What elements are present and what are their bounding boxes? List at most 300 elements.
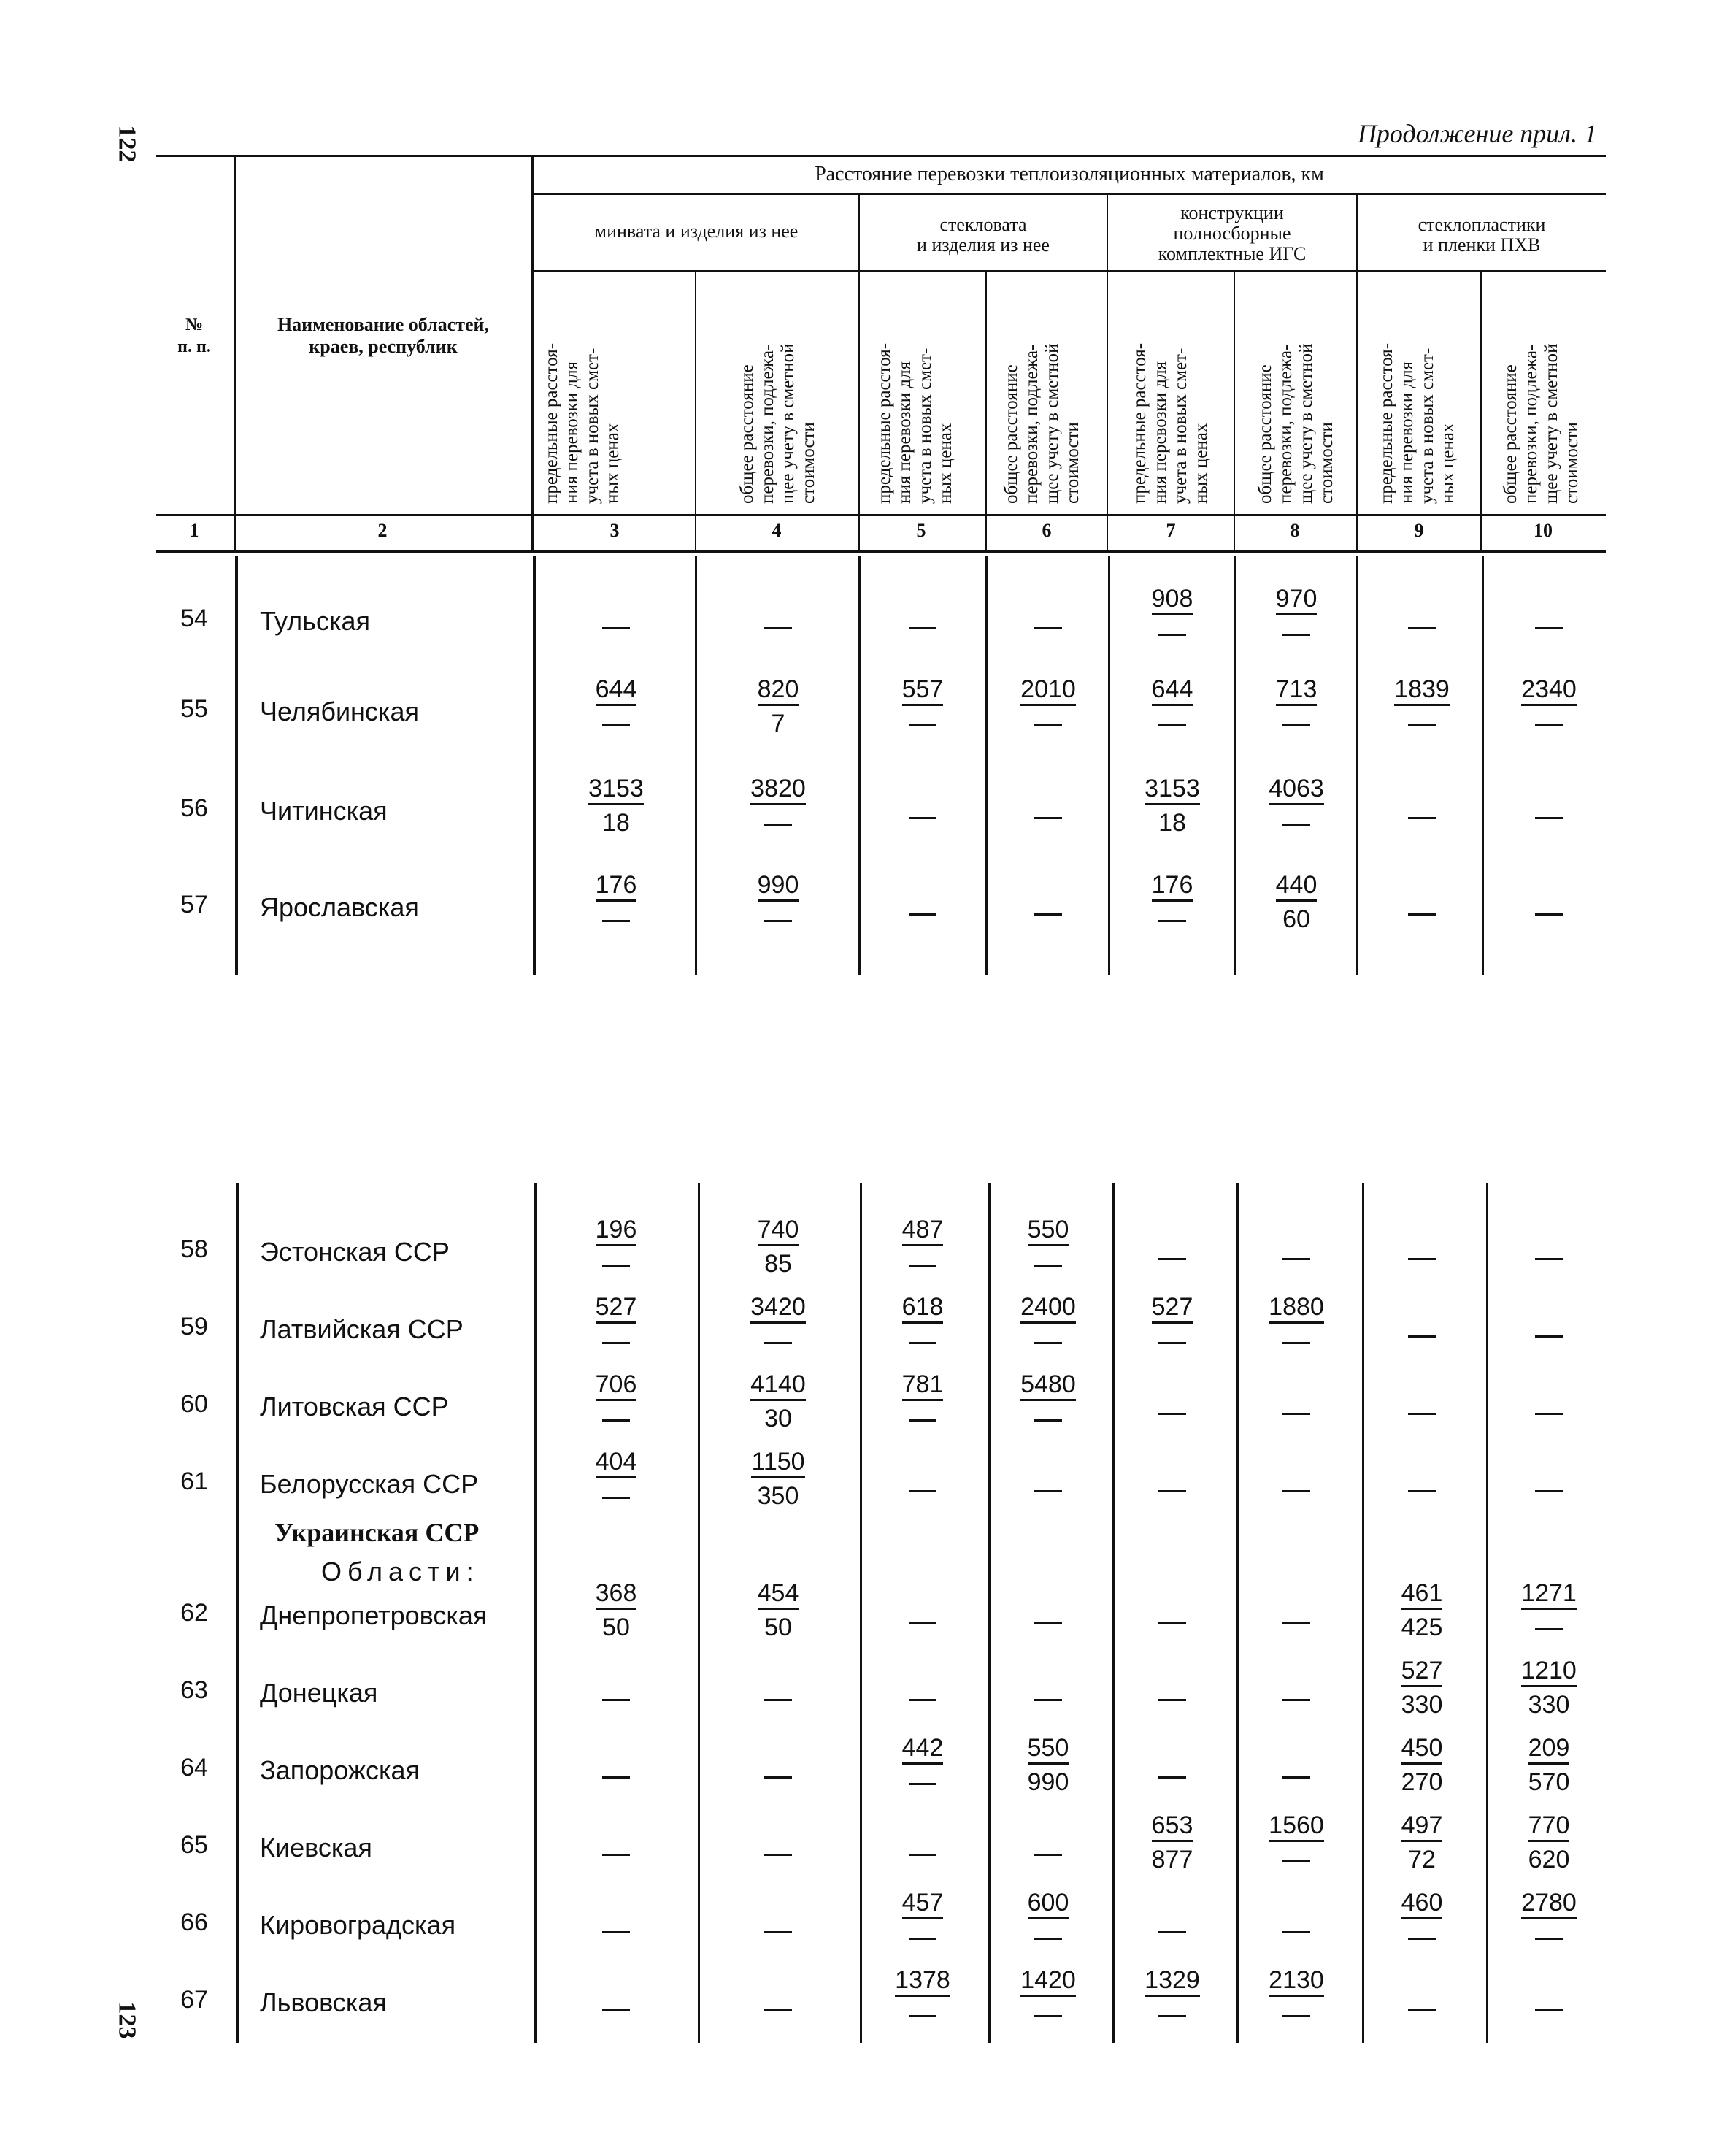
dash-mark	[1408, 1335, 1436, 1338]
table-cell	[1118, 1475, 1227, 1504]
vline-c3	[698, 1183, 700, 2043]
value-denominator: 60	[1282, 905, 1310, 933]
value-numerator: 196	[596, 1215, 637, 1246]
dash-mark	[1158, 1258, 1186, 1260]
region-name: Днепропетровская	[260, 1600, 488, 1630]
table-cell	[723, 1993, 833, 2022]
continuation-note: Продолжение прил. 1	[1357, 119, 1597, 148]
dash-mark	[909, 1783, 936, 1785]
row-number: 60	[180, 1390, 208, 1418]
header-subgroup-1: минвата и изделия из нее	[594, 220, 799, 242]
vline-b4	[858, 556, 861, 975]
table-cell	[1494, 1397, 1604, 1427]
vline-c7	[1236, 1183, 1239, 2043]
region-name: Запорожская	[260, 1755, 420, 1785]
value-numerator: 527	[596, 1292, 637, 1324]
value-denominator	[561, 1327, 671, 1357]
dash-mark	[1034, 1854, 1062, 1856]
table-cell	[723, 1215, 833, 1280]
dash-mark	[764, 1931, 792, 1933]
row-number: 64	[180, 1754, 208, 1781]
header-col-no: № п. п.	[177, 315, 211, 356]
table-cell	[561, 1215, 671, 1280]
row-number: 55	[180, 695, 208, 723]
vline-c2	[534, 1183, 537, 2043]
value-denominator: 270	[1401, 1768, 1443, 1796]
table-cell	[993, 1215, 1103, 1280]
dash-mark	[1535, 627, 1563, 629]
value-numerator: 550	[1028, 1733, 1069, 1765]
value-denominator	[868, 1327, 977, 1357]
value-numerator: 1210	[1521, 1656, 1577, 1687]
dash-mark	[1158, 2015, 1186, 2017]
vline-b9	[1482, 556, 1484, 975]
table-cell	[1118, 1243, 1227, 1272]
table-cell	[1494, 1475, 1604, 1504]
dash-mark	[1535, 1938, 1563, 1940]
table-cell	[1367, 1811, 1477, 1876]
value-denominator: 18	[1158, 809, 1186, 837]
dash-mark	[1408, 1938, 1436, 1940]
value-denominator	[993, 1404, 1103, 1435]
dash-mark	[1282, 1413, 1310, 1415]
value-numerator: 2010	[1020, 675, 1076, 706]
column-number-9: 9	[1414, 520, 1424, 541]
table-cell	[993, 1838, 1103, 1868]
value-numerator: 497	[1401, 1811, 1443, 1842]
value-numerator: 1271	[1521, 1578, 1577, 1610]
value-numerator: 2130	[1269, 1965, 1324, 1997]
value-denominator	[868, 1404, 977, 1435]
row-number: 63	[180, 1676, 208, 1704]
table-cell	[1242, 1684, 1351, 1713]
subheader-5: предельные расстоя- ния перевозки для учета в новых смет- ных ценах	[874, 342, 955, 504]
region-name: Ярославская	[260, 892, 419, 922]
table-cell	[561, 1838, 671, 1868]
region-name: Тульская	[260, 606, 370, 636]
vline-h3	[695, 270, 696, 553]
table-cell	[868, 1888, 977, 1953]
dash-mark	[1034, 1490, 1062, 1492]
value-denominator: 620	[1528, 1846, 1570, 1873]
region-name: Белорусская ССР	[260, 1469, 479, 1499]
dash-mark	[1282, 2015, 1310, 2017]
value-numerator: 644	[596, 675, 637, 706]
column-number-6: 6	[1042, 520, 1052, 541]
dash-mark	[1158, 1622, 1186, 1624]
dash-mark	[1282, 824, 1310, 826]
table-cell	[993, 1684, 1103, 1713]
table-cell	[868, 1965, 977, 2030]
value-numerator: 713	[1276, 675, 1318, 706]
value-denominator	[1367, 1922, 1477, 1953]
dash-mark	[1158, 1699, 1186, 1701]
value-numerator: 487	[902, 1215, 944, 1246]
table-cell	[723, 612, 833, 641]
table-cell	[993, 1370, 1103, 1435]
dash-mark	[1034, 1265, 1062, 1267]
value-denominator: 72	[1408, 1846, 1436, 1873]
dash-mark	[909, 1342, 936, 1344]
table-cell	[561, 1684, 671, 1713]
dash-mark	[1034, 724, 1062, 726]
column-number-5: 5	[916, 520, 926, 541]
value-denominator	[1118, 1327, 1227, 1357]
subheader-8: общее расстояние перевозки, подлежа- щее учету в сметной стоимости	[1255, 343, 1336, 504]
header-col-name: Наименование областей, краев, республик	[277, 314, 490, 357]
region-name: Донецкая	[260, 1678, 378, 1708]
value-denominator: 990	[1027, 1768, 1069, 1796]
column-number-7: 7	[1166, 520, 1176, 541]
table-cell	[561, 1447, 671, 1512]
value-denominator	[723, 1327, 833, 1357]
dash-mark	[909, 724, 936, 726]
dash-mark	[602, 1342, 630, 1344]
dash-mark	[1158, 1490, 1186, 1492]
value-numerator: 740	[758, 1215, 799, 1246]
table-cell	[723, 1370, 833, 1435]
table-cell	[561, 1578, 671, 1643]
value-denominator	[868, 2000, 977, 2030]
dash-mark	[909, 1938, 936, 1940]
dash-mark	[1282, 1860, 1310, 1862]
dash-mark	[602, 1265, 630, 1267]
dash-mark	[909, 1419, 936, 1422]
table-cell	[1242, 1292, 1351, 1357]
value-numerator: 706	[596, 1370, 637, 1401]
dash-mark	[764, 920, 792, 922]
table-cell	[1367, 1475, 1477, 1504]
value-denominator	[868, 709, 977, 740]
value-numerator: 457	[902, 1888, 944, 1919]
table-cell	[1494, 1733, 1604, 1798]
dash-mark	[1034, 627, 1062, 629]
col-number-rule	[156, 550, 1606, 553]
dash-mark	[1408, 817, 1436, 819]
dash-mark	[1282, 1258, 1310, 1260]
value-denominator	[1494, 709, 1604, 740]
dash-mark	[602, 920, 630, 922]
dash-mark	[909, 627, 936, 629]
dash-mark	[1408, 1490, 1436, 1492]
value-denominator	[723, 905, 833, 935]
subheader-10: общее расстояние перевозки, подлежа- щее учету в сметной стоимости	[1501, 343, 1582, 504]
row-number: 59	[180, 1313, 208, 1340]
dash-mark	[602, 1931, 630, 1933]
value-numerator: 209	[1528, 1733, 1570, 1765]
table-cell	[561, 774, 671, 839]
dash-mark	[602, 2009, 630, 2011]
dash-mark	[1158, 1413, 1186, 1415]
table-cell	[561, 1993, 671, 2022]
table-cell	[868, 1838, 977, 1868]
column-number-8: 8	[1290, 520, 1300, 541]
value-numerator: 600	[1028, 1888, 1069, 1919]
table-cell	[561, 1916, 671, 1945]
table-cell	[1367, 898, 1477, 927]
vline-h1	[234, 156, 236, 553]
table-cell	[868, 675, 977, 740]
table-cell	[868, 612, 977, 641]
value-numerator: 908	[1152, 584, 1193, 615]
table-cell	[1242, 1475, 1351, 1504]
dash-mark	[909, 817, 936, 819]
value-numerator: 3153	[588, 774, 644, 805]
dash-mark	[1282, 1622, 1310, 1624]
vline-c9	[1486, 1183, 1488, 2043]
table-cell	[1494, 1811, 1604, 1876]
value-denominator	[1242, 1327, 1351, 1357]
table-cell	[993, 1888, 1103, 1953]
table-cell	[723, 1838, 833, 1868]
value-numerator: 781	[902, 1370, 944, 1401]
value-denominator	[868, 1768, 977, 1798]
table-cell	[868, 1606, 977, 1635]
value-denominator	[993, 1249, 1103, 1280]
value-denominator	[993, 2000, 1103, 2030]
vline-c5	[988, 1183, 991, 2043]
table-cell	[1367, 1993, 1477, 2022]
dash-mark	[1034, 1699, 1062, 1701]
value-numerator: 4063	[1269, 774, 1324, 805]
dash-mark	[764, 627, 792, 629]
vline-c1	[236, 1183, 239, 2043]
value-numerator: 2400	[1020, 1292, 1076, 1324]
table-cell	[1242, 1811, 1351, 1876]
header-top-rule	[156, 155, 1606, 157]
table-cell	[1242, 1965, 1351, 2030]
dash-mark	[1034, 817, 1062, 819]
table-cell	[1118, 774, 1227, 839]
dash-mark	[1408, 724, 1436, 726]
dash-mark	[1408, 627, 1436, 629]
dash-mark	[1158, 1776, 1186, 1779]
table-cell	[723, 774, 833, 839]
value-denominator	[561, 1249, 671, 1280]
row-number: 54	[180, 605, 208, 632]
dash-mark	[1282, 634, 1310, 636]
value-numerator: 618	[902, 1292, 944, 1324]
value-numerator: 1420	[1020, 1965, 1076, 1997]
value-denominator	[1242, 2000, 1351, 2030]
table-cell	[1367, 1243, 1477, 1272]
dash-mark	[909, 2015, 936, 2017]
page-number-left: 122	[113, 125, 141, 163]
dash-mark	[602, 1699, 630, 1701]
value-denominator	[1118, 618, 1227, 649]
dash-mark	[1158, 1342, 1186, 1344]
group-title-rule	[534, 193, 1606, 195]
table-cell	[1242, 774, 1351, 839]
vline-b2	[533, 556, 536, 975]
header-subgroup-3: конструкции полносборные комплектные ИГС	[1158, 202, 1307, 264]
value-numerator: 404	[596, 1447, 637, 1478]
table-cell	[993, 675, 1103, 740]
dash-mark	[764, 1854, 792, 1856]
vline-h2	[531, 156, 534, 553]
table-cell	[1367, 1888, 1477, 1953]
dash-mark	[1034, 913, 1062, 916]
table-cell	[723, 1761, 833, 1790]
row-number: 58	[180, 1235, 208, 1263]
dash-mark	[764, 1776, 792, 1779]
table-cell	[1367, 802, 1477, 831]
table-cell	[1118, 870, 1227, 935]
region-name: Львовская	[260, 1987, 387, 2017]
table-cell	[1118, 1684, 1227, 1713]
value-numerator: 1839	[1394, 675, 1450, 706]
dash-mark	[1535, 913, 1563, 916]
region-name: Латвийская ССР	[260, 1314, 464, 1344]
table-cell	[1242, 1761, 1351, 1790]
vline-b8	[1356, 556, 1358, 975]
region-name: Украинская ССР	[274, 1518, 480, 1547]
value-numerator: 527	[1152, 1292, 1193, 1324]
value-denominator	[1242, 1845, 1351, 1876]
value-denominator: 330	[1401, 1691, 1443, 1719]
dash-mark	[1034, 1342, 1062, 1344]
table-cell	[993, 898, 1103, 927]
dash-mark	[909, 1490, 936, 1492]
table-cell	[723, 1447, 833, 1512]
dash-mark	[1282, 1776, 1310, 1779]
value-numerator: 1329	[1145, 1965, 1200, 1997]
value-denominator: 877	[1151, 1846, 1193, 1873]
value-numerator: 176	[596, 870, 637, 902]
dash-mark	[602, 627, 630, 629]
row-number: 56	[180, 794, 208, 822]
subheader-4: общее расстояние перевозки, подлежа- щее учету в сметной стоимости	[737, 343, 818, 504]
column-number-3: 3	[609, 520, 620, 541]
page-number-right: 123	[113, 2001, 141, 2039]
region-name: Эстонская ССР	[260, 1237, 450, 1267]
table-cell	[1367, 1656, 1477, 1721]
column-number-10: 10	[1534, 520, 1553, 541]
table-cell	[1367, 1397, 1477, 1427]
dash-mark	[764, 824, 792, 826]
value-numerator: 368	[596, 1578, 637, 1610]
table-cell	[1242, 1606, 1351, 1635]
vline-b3	[695, 556, 697, 975]
table-cell	[868, 1292, 977, 1357]
table-cell	[561, 1292, 671, 1357]
value-denominator	[1118, 709, 1227, 740]
value-numerator: 3420	[750, 1292, 806, 1324]
table-cell	[1494, 802, 1604, 831]
table-cell	[993, 1606, 1103, 1635]
value-numerator: 460	[1401, 1888, 1443, 1919]
table-cell	[561, 1370, 671, 1435]
value-numerator: 2340	[1521, 675, 1577, 706]
subheader-9: предельные расстоя- ния перевозки для учета в новых смет- ных ценах	[1377, 342, 1458, 504]
value-numerator: 4140	[750, 1370, 806, 1401]
vline-b1	[235, 556, 238, 975]
value-denominator	[868, 1922, 977, 1953]
dash-mark	[909, 1699, 936, 1701]
dash-mark	[1034, 1622, 1062, 1624]
table-cell	[561, 612, 671, 641]
value-denominator: 425	[1401, 1614, 1443, 1641]
table-cell	[723, 675, 833, 740]
table-cell	[1494, 1243, 1604, 1272]
value-numerator: 527	[1401, 1656, 1443, 1687]
value-numerator: 644	[1152, 675, 1193, 706]
dash-mark	[764, 1699, 792, 1701]
value-numerator: 1378	[895, 1965, 950, 1997]
table-cell	[723, 1684, 833, 1713]
header-subgroup-4: стеклопластики и пленки ПХВ	[1418, 214, 1546, 256]
value-denominator	[1118, 905, 1227, 935]
table-cell	[1494, 675, 1604, 740]
column-number-1: 1	[189, 520, 199, 541]
row-number: 62	[180, 1599, 208, 1627]
dash-mark	[1408, 2009, 1436, 2011]
region-name: Литовская ССР	[260, 1392, 449, 1422]
dash-mark	[1158, 724, 1186, 726]
value-denominator	[1367, 709, 1477, 740]
vline-c8	[1362, 1183, 1364, 2043]
dash-mark	[1158, 634, 1186, 636]
dash-mark	[1535, 1628, 1563, 1630]
value-denominator	[561, 905, 671, 935]
table-cell	[1494, 612, 1604, 641]
table-cell	[993, 1733, 1103, 1798]
region-name: Читинская	[260, 796, 388, 826]
dash-mark	[1034, 2015, 1062, 2017]
value-denominator	[561, 709, 671, 740]
dash-mark	[909, 1854, 936, 1856]
table-cell	[1494, 1578, 1604, 1643]
value-numerator: 653	[1152, 1811, 1193, 1842]
value-denominator	[1242, 618, 1351, 649]
dash-mark	[1282, 724, 1310, 726]
value-numerator: 550	[1028, 1215, 1069, 1246]
table-cell	[1367, 1733, 1477, 1798]
value-numerator: 461	[1401, 1578, 1443, 1610]
value-numerator: 176	[1152, 870, 1193, 902]
value-denominator: 50	[764, 1614, 792, 1641]
table-cell	[1242, 584, 1351, 649]
table-cell	[561, 870, 671, 935]
table-cell	[1494, 1656, 1604, 1721]
value-denominator	[723, 808, 833, 839]
value-denominator	[993, 1922, 1103, 1953]
table-cell	[1367, 675, 1477, 740]
value-numerator: 557	[902, 675, 944, 706]
dash-mark	[602, 1854, 630, 1856]
dash-mark	[1282, 1699, 1310, 1701]
table-cell	[1242, 1916, 1351, 1945]
dash-mark	[1158, 1931, 1186, 1933]
subheader-3: предельные расстоя- ния перевозки для учета в новых смет- ных ценах	[542, 342, 623, 504]
table-cell	[868, 802, 977, 831]
dash-mark	[1535, 1258, 1563, 1260]
dash-mark	[1535, 1490, 1563, 1492]
table-cell	[993, 1475, 1103, 1504]
table-cell	[1118, 1916, 1227, 1945]
table-cell	[723, 870, 833, 935]
table-cell	[561, 1761, 671, 1790]
dash-mark	[602, 1497, 630, 1499]
dash-mark	[1535, 817, 1563, 819]
region-name: Челябинская	[260, 697, 419, 726]
dash-mark	[1535, 724, 1563, 726]
vline-h5	[985, 270, 987, 553]
table-cell	[868, 1684, 977, 1713]
vline-c6	[1112, 1183, 1115, 2043]
dash-mark	[764, 2009, 792, 2011]
table-cell	[723, 1578, 833, 1643]
